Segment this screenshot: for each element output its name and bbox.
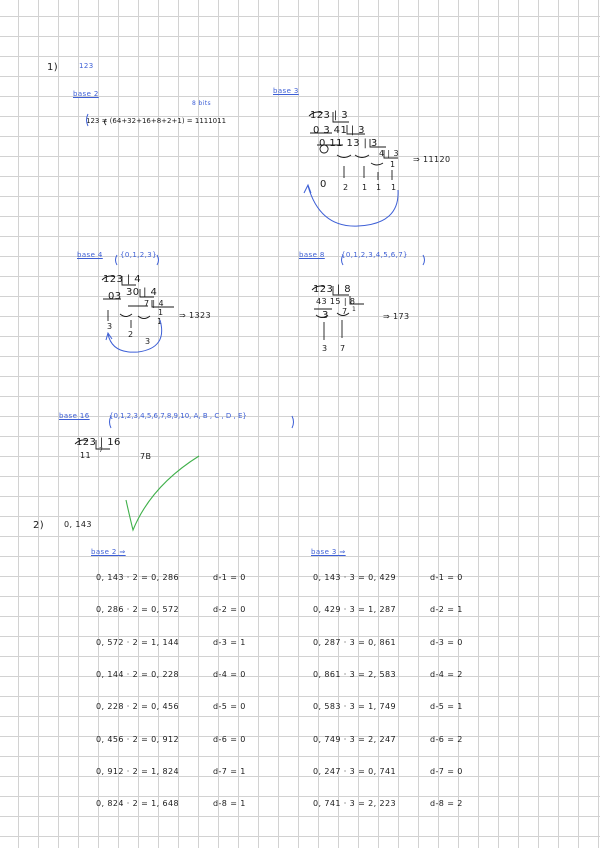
base2-bits-note: 8 bits — [192, 100, 212, 107]
q2-base2-digit: d-7 = 1 — [213, 767, 246, 776]
base4-arrowhead — [106, 333, 112, 340]
q2-base3-calc: 0, 861 · 3 = 2, 583 — [313, 670, 396, 679]
q2-base2-digit: d-3 = 1 — [213, 638, 246, 647]
q2-base2-title: base 2 ⇒ — [91, 548, 126, 556]
q2-base2-digit: d-8 = 1 — [213, 799, 246, 808]
base4-return-arrow — [108, 317, 163, 352]
base3-div-row: 0 11 13 | 3 — [319, 138, 378, 149]
base3-div-row: 123 | 3 — [310, 110, 348, 121]
base8-remainder: 3 — [322, 344, 328, 353]
base4-title: base 4 — [77, 251, 103, 259]
q1-value: 123 — [79, 62, 94, 70]
q2-base3-digit: d-2 = 1 — [430, 605, 463, 614]
base16-result: 7B — [140, 452, 152, 461]
base8-div-row: 43 15 | 8 — [316, 297, 356, 306]
q2-base3-digit: d-8 = 2 — [430, 799, 463, 808]
base3-brace — [371, 163, 383, 165]
base8-div-row: 7 — [342, 307, 348, 316]
base3-brace — [355, 155, 369, 158]
q2-base2-digit: d-1 = 0 — [213, 573, 246, 582]
q2-base3-calc: 0, 287 · 3 = 0, 861 — [313, 638, 396, 647]
base4-brace — [120, 314, 132, 317]
q2-base3-title: base 3 ⇒ — [311, 548, 346, 556]
q2-base3-calc: 0, 741 · 3 = 2, 223 — [313, 799, 396, 808]
base3-return-arrow — [308, 183, 398, 226]
base3-result: ⇒ 11120 — [413, 155, 451, 164]
q2-base2-calc: 0, 286 · 2 = 0, 572 — [96, 605, 179, 614]
base2-equation: 123 = (64+32+16+8+2+1) = 1111011 — [86, 117, 227, 125]
base4-div-row: 7 | 4 — [144, 299, 164, 308]
q2-base2-calc: 0, 144 · 2 = 0, 228 — [96, 670, 179, 679]
base4-remainder: 3 — [107, 322, 113, 331]
base4-div-row: 1 — [158, 308, 164, 317]
q2-number: 2) — [33, 520, 45, 531]
base16-title: base 16 — [59, 412, 90, 420]
q2-base3-calc: 0, 247 · 3 = 0, 741 — [313, 767, 396, 776]
base8-div-row: 1 — [352, 306, 357, 313]
base3-div-row: 4 | 3 — [379, 149, 399, 158]
q2-base3-calc: 0, 583 · 3 = 1, 749 — [313, 702, 396, 711]
base8-digits: {0,1,2,3,4,5,6,7} — [341, 251, 408, 259]
base4-brace — [138, 316, 150, 319]
q2-base2-calc: 0, 912 · 2 = 1, 824 — [96, 767, 179, 776]
base3-brace — [337, 155, 351, 158]
base8-div-row: 3 — [322, 310, 329, 321]
q2-base3-calc: 0, 749 · 3 = 2, 247 — [313, 735, 396, 744]
check-mark-icon — [126, 456, 199, 530]
base3-remainder: 1 — [391, 183, 397, 192]
base8-remainder: 7 — [340, 344, 346, 353]
base4-remainder: 2 — [128, 330, 134, 339]
q2-base2-digit: d-2 = 0 — [213, 605, 246, 614]
base16-digits: {0,1,2,3,4,5,6,7,8,9,10, A, B , C , D , E} — [109, 412, 247, 420]
base3-div-row: 1 — [390, 160, 396, 169]
q2-base3-calc: 0, 429 · 3 = 1, 287 — [313, 605, 396, 614]
base3-title: base 3 — [273, 87, 299, 95]
q2-base3-digit: d-1 = 0 — [430, 573, 463, 582]
base3-remainder: 2 — [343, 183, 349, 192]
q2-base2-digit: d-4 = 0 — [213, 670, 246, 679]
base4-div-row: 03 — [108, 291, 122, 302]
base16-div-row: 11 — [80, 451, 91, 460]
q2-value: 0, 143 — [64, 520, 92, 529]
base4-result: ⇒ 1323 — [179, 311, 212, 320]
base16-div-row: 7 — [99, 447, 104, 454]
q2-base3-calc: 0, 143 · 3 = 0, 429 — [313, 573, 396, 582]
base4-remainder: 3 — [145, 337, 151, 346]
base8-div-row: 123 | 8 — [313, 284, 351, 295]
q2-base3-digit: d-4 = 2 — [430, 670, 463, 679]
base4-div-row: 123 | 4 — [103, 274, 141, 285]
q2-base3-digit: d-6 = 2 — [430, 735, 463, 744]
base3-arrowhead — [304, 185, 311, 193]
q2-base3-digit: d-7 = 0 — [430, 767, 463, 776]
base3-remainder: 0 — [320, 179, 327, 190]
base4-remainder: 1 — [157, 317, 163, 326]
q1-number: 1) — [47, 62, 59, 73]
base3-remainder: 1 — [362, 183, 368, 192]
base4-div-row: 30 | 4 — [126, 287, 158, 298]
base3-remainder: 1 — [376, 183, 382, 192]
base4-digits: {0,1,2,3} — [120, 251, 157, 259]
q2-base2-digit: d-5 = 0 — [213, 702, 246, 711]
q2-base2-calc: 0, 143 · 2 = 0, 286 — [96, 573, 179, 582]
base8-title: base 8 — [299, 251, 325, 259]
q2-base2-calc: 0, 824 · 2 = 1, 648 — [96, 799, 179, 808]
base3-div-row: 0 3 41 | 3 — [313, 125, 365, 136]
q2-base3-digit: d-3 = 0 — [430, 638, 463, 647]
q2-base2-digit: d-6 = 0 — [213, 735, 246, 744]
q2-base2-calc: 0, 228 · 2 = 0, 456 — [96, 702, 179, 711]
base16-div-row: 123 | 16 — [76, 437, 121, 448]
base8-result: ⇒ 173 — [383, 312, 410, 321]
q2-base2-calc: 0, 572 · 2 = 1, 144 — [96, 638, 179, 647]
q2-base2-calc: 0, 456 · 2 = 0, 912 — [96, 735, 179, 744]
base2-title: base 2 — [73, 90, 99, 98]
q2-base3-digit: d-5 = 1 — [430, 702, 463, 711]
